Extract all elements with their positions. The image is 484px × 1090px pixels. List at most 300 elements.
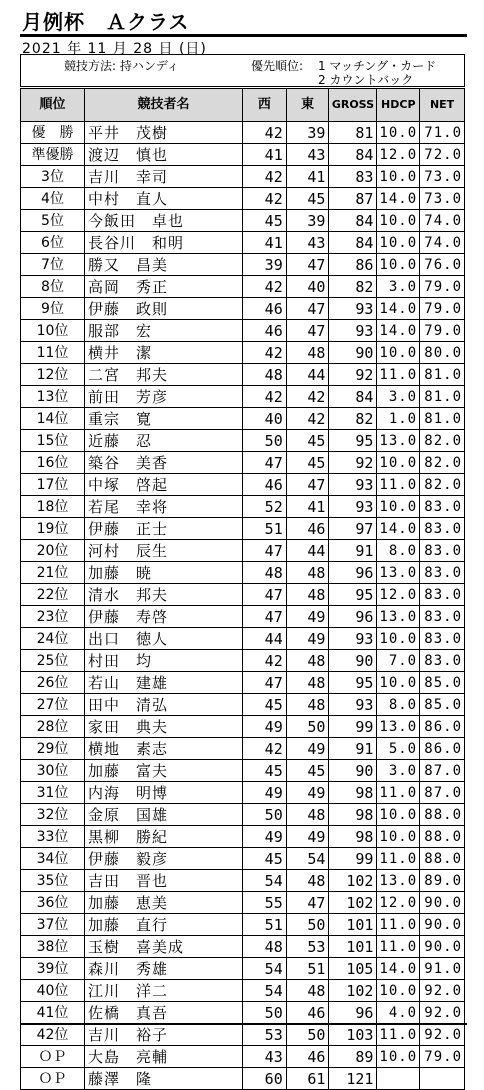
west-score-cell: 52 bbox=[242, 496, 286, 518]
east-score-cell: 40 bbox=[286, 276, 329, 298]
gross-score-cell: 82 bbox=[329, 408, 377, 430]
east-score-cell: 49 bbox=[286, 606, 329, 628]
west-score-cell: 49 bbox=[242, 782, 286, 804]
player-name-cell: 森川 秀雄 bbox=[85, 958, 243, 980]
west-score-cell: 41 bbox=[242, 144, 286, 166]
hdcp-cell: 11.0 bbox=[377, 364, 420, 386]
net-score-cell: 88.0 bbox=[420, 826, 465, 848]
competition-method: 競技方法: 持ハンディ bbox=[64, 59, 179, 73]
rank-cell: 4位 bbox=[21, 188, 85, 210]
east-score-cell: 39 bbox=[286, 122, 329, 144]
gross-score-cell: 105 bbox=[329, 958, 377, 980]
gross-score-cell: 90 bbox=[329, 650, 377, 672]
net-score-cell: 88.0 bbox=[420, 804, 465, 826]
net-score-cell: 71.0 bbox=[420, 122, 465, 144]
gross-score-cell: 96 bbox=[329, 1002, 377, 1024]
net-score-cell: 82.0 bbox=[420, 474, 465, 496]
west-score-cell: 45 bbox=[242, 848, 286, 870]
west-score-cell: 50 bbox=[242, 430, 286, 452]
rank-cell: 27位 bbox=[21, 694, 85, 716]
player-name-cell: 近藤 忍 bbox=[85, 430, 243, 452]
table-row bbox=[21, 892, 465, 914]
net-score-cell: 81.0 bbox=[420, 364, 465, 386]
table-row bbox=[21, 386, 465, 408]
west-score-cell: 45 bbox=[242, 694, 286, 716]
rank-cell: 35位 bbox=[21, 870, 85, 892]
col-header-east: 東 bbox=[286, 89, 329, 122]
net-score-cell: 87.0 bbox=[420, 760, 465, 782]
gross-score-cell: 90 bbox=[329, 760, 377, 782]
col-header-net: NET bbox=[420, 89, 465, 122]
gross-score-cell: 95 bbox=[329, 584, 377, 606]
table-row bbox=[21, 210, 465, 232]
rank-cell: 36位 bbox=[21, 892, 85, 914]
table-row bbox=[21, 518, 465, 540]
table-row bbox=[21, 650, 465, 672]
gross-score-cell: 91 bbox=[329, 540, 377, 562]
rank-cell: 7位 bbox=[21, 254, 85, 276]
player-name-cell: 大島 亮輔 bbox=[85, 1046, 243, 1068]
table-row bbox=[21, 980, 465, 1002]
priority-label: 優先順位: bbox=[251, 59, 304, 73]
table-row bbox=[21, 122, 465, 144]
table-row bbox=[21, 232, 465, 254]
hdcp-cell: 12.0 bbox=[377, 584, 420, 606]
results-table bbox=[20, 88, 465, 1090]
net-score-cell: 83.0 bbox=[420, 606, 465, 628]
rank-cell: 15位 bbox=[21, 430, 85, 452]
table-row bbox=[21, 364, 465, 386]
table-row bbox=[21, 716, 465, 738]
net-score-cell: 83.0 bbox=[420, 540, 465, 562]
west-score-cell: 51 bbox=[242, 518, 286, 540]
player-name-cell: 渡辺 慎也 bbox=[85, 144, 243, 166]
net-score-cell: 92.0 bbox=[420, 980, 465, 1002]
rank-cell: 30位 bbox=[21, 760, 85, 782]
rank-cell: 38位 bbox=[21, 936, 85, 958]
rank-cell: 40位 bbox=[21, 980, 85, 1002]
gross-score-cell: 98 bbox=[329, 782, 377, 804]
west-score-cell: 49 bbox=[242, 716, 286, 738]
east-score-cell: 51 bbox=[286, 958, 329, 980]
rank-cell: 22位 bbox=[21, 584, 85, 606]
net-score-cell: 90.0 bbox=[420, 914, 465, 936]
net-score-cell: 85.0 bbox=[420, 672, 465, 694]
table-row bbox=[21, 606, 465, 628]
rank-cell: 39位 bbox=[21, 958, 85, 980]
east-score-cell: 48 bbox=[286, 980, 329, 1002]
west-score-cell: 50 bbox=[242, 804, 286, 826]
west-score-cell: 42 bbox=[242, 276, 286, 298]
table-header-row bbox=[21, 89, 465, 122]
east-score-cell: 44 bbox=[286, 540, 329, 562]
net-score-cell: 79.0 bbox=[420, 320, 465, 342]
hdcp-cell: 14.0 bbox=[377, 958, 420, 980]
net-score-cell: 74.0 bbox=[420, 232, 465, 254]
gross-score-cell: 93 bbox=[329, 298, 377, 320]
gross-score-cell: 81 bbox=[329, 122, 377, 144]
hdcp-cell: 3.0 bbox=[377, 386, 420, 408]
gross-score-cell: 92 bbox=[329, 452, 377, 474]
col-header-player: 競技者名 bbox=[85, 89, 243, 122]
gross-score-cell: 91 bbox=[329, 738, 377, 760]
table-row bbox=[21, 584, 465, 606]
gross-score-cell: 96 bbox=[329, 606, 377, 628]
west-score-cell: 39 bbox=[242, 254, 286, 276]
hdcp-cell: 10.0 bbox=[377, 826, 420, 848]
rank-cell: 23位 bbox=[21, 606, 85, 628]
rank-cell: 6位 bbox=[21, 232, 85, 254]
east-score-cell: 49 bbox=[286, 628, 329, 650]
rank-cell: ＯＰ bbox=[21, 1068, 85, 1090]
table-row bbox=[21, 804, 465, 826]
rank-cell: 14位 bbox=[21, 408, 85, 430]
rank-cell: 3位 bbox=[21, 166, 85, 188]
net-score-cell: 79.0 bbox=[420, 276, 465, 298]
net-score-cell: 83.0 bbox=[420, 562, 465, 584]
player-name-cell: 加藤 恵美 bbox=[85, 892, 243, 914]
east-score-cell: 45 bbox=[286, 452, 329, 474]
east-score-cell: 44 bbox=[286, 364, 329, 386]
player-name-cell: 高岡 秀正 bbox=[85, 276, 243, 298]
hdcp-cell: 14.0 bbox=[377, 320, 420, 342]
hdcp-cell: 14.0 bbox=[377, 298, 420, 320]
west-score-cell: 42 bbox=[242, 650, 286, 672]
west-score-cell: 50 bbox=[242, 1002, 286, 1024]
west-score-cell: 49 bbox=[242, 826, 286, 848]
gross-score-cell: 93 bbox=[329, 496, 377, 518]
hdcp-cell: 11.0 bbox=[377, 848, 420, 870]
player-name-cell: 吉川 幸司 bbox=[85, 166, 243, 188]
table-row bbox=[21, 276, 465, 298]
table-row bbox=[21, 166, 465, 188]
hdcp-cell: 10.0 bbox=[377, 496, 420, 518]
priority-rule-1: 1 マッチング・カード bbox=[318, 59, 437, 73]
player-name-cell: 村田 均 bbox=[85, 650, 243, 672]
rank-cell: 26位 bbox=[21, 672, 85, 694]
hdcp-cell: 1.0 bbox=[377, 408, 420, 430]
net-score-cell: 90.0 bbox=[420, 936, 465, 958]
rank-cell: 29位 bbox=[21, 738, 85, 760]
player-name-cell: 平井 茂樹 bbox=[85, 122, 243, 144]
west-score-cell: 42 bbox=[242, 188, 286, 210]
rank-cell: 34位 bbox=[21, 848, 85, 870]
east-score-cell: 48 bbox=[286, 804, 329, 826]
player-name-cell: 中塚 啓起 bbox=[85, 474, 243, 496]
east-score-cell: 45 bbox=[286, 430, 329, 452]
hdcp-cell: 11.0 bbox=[377, 782, 420, 804]
net-score-cell: 80.0 bbox=[420, 342, 465, 364]
rank-cell: 9位 bbox=[21, 298, 85, 320]
gross-score-cell: 95 bbox=[329, 430, 377, 452]
table-row bbox=[21, 672, 465, 694]
east-score-cell: 46 bbox=[286, 1046, 329, 1068]
rank-cell: 25位 bbox=[21, 650, 85, 672]
east-score-cell: 41 bbox=[286, 166, 329, 188]
gross-score-cell: 83 bbox=[329, 166, 377, 188]
east-score-cell: 46 bbox=[286, 518, 329, 540]
west-score-cell: 48 bbox=[242, 562, 286, 584]
table-row bbox=[21, 188, 465, 210]
gross-score-cell: 89 bbox=[329, 1046, 377, 1068]
net-score-cell: 81.0 bbox=[420, 408, 465, 430]
east-score-cell: 48 bbox=[286, 584, 329, 606]
east-score-cell: 54 bbox=[286, 848, 329, 870]
player-name-cell: 長谷川 和明 bbox=[85, 232, 243, 254]
hdcp-cell: 10.0 bbox=[377, 1046, 420, 1068]
table-row bbox=[21, 474, 465, 496]
west-score-cell: 46 bbox=[242, 474, 286, 496]
player-name-cell: 加藤 直行 bbox=[85, 914, 243, 936]
east-score-cell: 61 bbox=[286, 1068, 329, 1090]
table-row bbox=[21, 1002, 465, 1024]
rank-cell: 21位 bbox=[21, 562, 85, 584]
net-score-cell: 76.0 bbox=[420, 254, 465, 276]
gross-score-cell: 87 bbox=[329, 188, 377, 210]
east-score-cell: 49 bbox=[286, 826, 329, 848]
priority-rule-2: 2 カウントバック bbox=[318, 73, 414, 87]
net-score-cell: 82.0 bbox=[420, 430, 465, 452]
hdcp-cell: 10.0 bbox=[377, 210, 420, 232]
player-name-cell: 河村 辰生 bbox=[85, 540, 243, 562]
east-score-cell: 47 bbox=[286, 320, 329, 342]
player-name-cell: 今飯田 卓也 bbox=[85, 210, 243, 232]
net-score-cell: 91.0 bbox=[420, 958, 465, 980]
hdcp-cell: 10.0 bbox=[377, 342, 420, 364]
page-title: 月例杯 Ａクラス bbox=[22, 10, 190, 34]
east-score-cell: 50 bbox=[286, 716, 329, 738]
player-name-cell: 金原 国雄 bbox=[85, 804, 243, 826]
east-score-cell: 47 bbox=[286, 254, 329, 276]
col-header-west: 西 bbox=[242, 89, 286, 122]
player-name-cell: 江川 洋二 bbox=[85, 980, 243, 1002]
west-score-cell: 40 bbox=[242, 408, 286, 430]
table-row bbox=[21, 1068, 465, 1090]
east-score-cell: 45 bbox=[286, 760, 329, 782]
east-score-cell: 39 bbox=[286, 210, 329, 232]
player-name-cell: 若尾 幸将 bbox=[85, 496, 243, 518]
col-header-rank: 順位 bbox=[21, 89, 85, 122]
player-name-cell: 重宗 寛 bbox=[85, 408, 243, 430]
west-score-cell: 42 bbox=[242, 738, 286, 760]
hdcp-cell: 3.0 bbox=[377, 276, 420, 298]
west-score-cell: 60 bbox=[242, 1068, 286, 1090]
table-row bbox=[21, 694, 465, 716]
net-score-cell: 88.0 bbox=[420, 848, 465, 870]
hdcp-cell: 10.0 bbox=[377, 122, 420, 144]
gross-score-cell: 90 bbox=[329, 342, 377, 364]
rank-cell: 17位 bbox=[21, 474, 85, 496]
net-score-cell: 72.0 bbox=[420, 144, 465, 166]
table-row bbox=[21, 760, 465, 782]
hdcp-cell: 14.0 bbox=[377, 518, 420, 540]
gross-score-cell: 99 bbox=[329, 848, 377, 870]
west-score-cell: 54 bbox=[242, 870, 286, 892]
player-name-cell: 吉川 裕子 bbox=[85, 1024, 243, 1046]
player-name-cell: 伊藤 寿啓 bbox=[85, 606, 243, 628]
west-score-cell: 45 bbox=[242, 210, 286, 232]
player-name-cell: 二宮 邦夫 bbox=[85, 364, 243, 386]
west-score-cell: 42 bbox=[242, 342, 286, 364]
table-row bbox=[21, 408, 465, 430]
east-score-cell: 50 bbox=[286, 1024, 329, 1046]
rank-cell: 19位 bbox=[21, 518, 85, 540]
net-score-cell: 79.0 bbox=[420, 1046, 465, 1068]
player-name-cell: 佐橋 真吾 bbox=[85, 1002, 243, 1024]
hdcp-cell: 10.0 bbox=[377, 628, 420, 650]
hdcp-cell: 13.0 bbox=[377, 716, 420, 738]
west-score-cell: 47 bbox=[242, 584, 286, 606]
hdcp-cell: 12.0 bbox=[377, 892, 420, 914]
player-name-cell: 横地 素志 bbox=[85, 738, 243, 760]
east-score-cell: 47 bbox=[286, 298, 329, 320]
rank-cell: 41位 bbox=[21, 1002, 85, 1024]
gross-score-cell: 84 bbox=[329, 144, 377, 166]
hdcp-cell: 13.0 bbox=[377, 562, 420, 584]
gross-score-cell: 121 bbox=[329, 1068, 377, 1090]
rank-cell: 準優勝 bbox=[21, 144, 85, 166]
west-score-cell: 54 bbox=[242, 980, 286, 1002]
west-score-cell: 47 bbox=[242, 672, 286, 694]
player-name-cell: 伊藤 毅彦 bbox=[85, 848, 243, 870]
net-score-cell: 87.0 bbox=[420, 782, 465, 804]
east-score-cell: 50 bbox=[286, 914, 329, 936]
rank-cell: 12位 bbox=[21, 364, 85, 386]
table-row bbox=[21, 914, 465, 936]
east-score-cell: 48 bbox=[286, 650, 329, 672]
hdcp-cell: 3.0 bbox=[377, 760, 420, 782]
hdcp-cell bbox=[377, 1068, 420, 1090]
west-score-cell: 42 bbox=[242, 122, 286, 144]
west-score-cell: 48 bbox=[242, 364, 286, 386]
gross-score-cell: 82 bbox=[329, 276, 377, 298]
east-score-cell: 48 bbox=[286, 342, 329, 364]
table-row bbox=[21, 848, 465, 870]
gross-score-cell: 93 bbox=[329, 628, 377, 650]
east-score-cell: 48 bbox=[286, 672, 329, 694]
rank-cell: ＯＰ bbox=[21, 1046, 85, 1068]
gross-score-cell: 96 bbox=[329, 562, 377, 584]
table-row bbox=[21, 782, 465, 804]
gross-score-cell: 84 bbox=[329, 210, 377, 232]
east-score-cell: 46 bbox=[286, 1002, 329, 1024]
west-score-cell: 46 bbox=[242, 320, 286, 342]
col-header-gross: GROSS bbox=[329, 89, 377, 122]
hdcp-cell: 11.0 bbox=[377, 474, 420, 496]
rank-cell: 優 勝 bbox=[21, 122, 85, 144]
rank-cell: 33位 bbox=[21, 826, 85, 848]
east-score-cell: 43 bbox=[286, 144, 329, 166]
net-score-cell: 79.0 bbox=[420, 298, 465, 320]
gross-score-cell: 98 bbox=[329, 804, 377, 826]
player-name-cell: 勝又 昌美 bbox=[85, 254, 243, 276]
rank-cell: 37位 bbox=[21, 914, 85, 936]
title-underline bbox=[20, 34, 467, 37]
gross-score-cell: 93 bbox=[329, 694, 377, 716]
player-name-cell: 伊藤 正士 bbox=[85, 518, 243, 540]
player-name-cell: 伊藤 政則 bbox=[85, 298, 243, 320]
gross-score-cell: 95 bbox=[329, 672, 377, 694]
west-score-cell: 42 bbox=[242, 166, 286, 188]
hdcp-cell: 10.0 bbox=[377, 452, 420, 474]
east-score-cell: 53 bbox=[286, 936, 329, 958]
west-score-cell: 41 bbox=[242, 232, 286, 254]
table-row bbox=[21, 496, 465, 518]
bottom-rule bbox=[20, 1023, 467, 1025]
table-row bbox=[21, 254, 465, 276]
net-score-cell: 83.0 bbox=[420, 628, 465, 650]
table-row bbox=[21, 320, 465, 342]
east-score-cell: 41 bbox=[286, 496, 329, 518]
player-name-cell: 吉田 晋也 bbox=[85, 870, 243, 892]
gross-score-cell: 101 bbox=[329, 936, 377, 958]
hdcp-cell: 10.0 bbox=[377, 254, 420, 276]
player-name-cell: 内海 明博 bbox=[85, 782, 243, 804]
table-row bbox=[21, 452, 465, 474]
rank-cell: 8位 bbox=[21, 276, 85, 298]
hdcp-cell: 13.0 bbox=[377, 430, 420, 452]
east-score-cell: 47 bbox=[286, 892, 329, 914]
col-header-hdcp: HDCP bbox=[377, 89, 420, 122]
rank-cell: 16位 bbox=[21, 452, 85, 474]
net-score-cell: 92.0 bbox=[420, 1002, 465, 1024]
net-score-cell: 83.0 bbox=[420, 496, 465, 518]
table-row bbox=[21, 342, 465, 364]
rank-cell: 24位 bbox=[21, 628, 85, 650]
hdcp-cell: 13.0 bbox=[377, 870, 420, 892]
hdcp-cell: 8.0 bbox=[377, 694, 420, 716]
player-name-cell: 若山 建雄 bbox=[85, 672, 243, 694]
net-score-cell: 74.0 bbox=[420, 210, 465, 232]
player-name-cell: 清水 邦夫 bbox=[85, 584, 243, 606]
east-score-cell: 49 bbox=[286, 782, 329, 804]
east-score-cell: 43 bbox=[286, 232, 329, 254]
west-score-cell: 48 bbox=[242, 936, 286, 958]
hdcp-cell: 7.0 bbox=[377, 650, 420, 672]
east-score-cell: 47 bbox=[286, 474, 329, 496]
table-row bbox=[21, 1024, 465, 1046]
table-row bbox=[21, 826, 465, 848]
player-name-cell: 玉樹 喜美成 bbox=[85, 936, 243, 958]
west-score-cell: 54 bbox=[242, 958, 286, 980]
player-name-cell: 中村 直人 bbox=[85, 188, 243, 210]
rank-cell: 5位 bbox=[21, 210, 85, 232]
net-score-cell: 83.0 bbox=[420, 518, 465, 540]
hdcp-cell: 4.0 bbox=[377, 1002, 420, 1024]
player-name-cell: 築谷 美香 bbox=[85, 452, 243, 474]
player-name-cell: 服部 宏 bbox=[85, 320, 243, 342]
table-row bbox=[21, 540, 465, 562]
table-row bbox=[21, 562, 465, 584]
west-score-cell: 44 bbox=[242, 628, 286, 650]
west-score-cell: 46 bbox=[242, 298, 286, 320]
table-row bbox=[21, 430, 465, 452]
player-name-cell: 横井 潔 bbox=[85, 342, 243, 364]
hdcp-cell: 12.0 bbox=[377, 144, 420, 166]
net-score-cell: 89.0 bbox=[420, 870, 465, 892]
west-score-cell: 45 bbox=[242, 760, 286, 782]
east-score-cell: 45 bbox=[286, 188, 329, 210]
player-name-cell: 黒柳 勝紀 bbox=[85, 826, 243, 848]
west-score-cell: 55 bbox=[242, 892, 286, 914]
table-row bbox=[21, 936, 465, 958]
rank-cell: 13位 bbox=[21, 386, 85, 408]
hdcp-cell: 11.0 bbox=[377, 1024, 420, 1046]
hdcp-cell: 10.0 bbox=[377, 672, 420, 694]
gross-score-cell: 103 bbox=[329, 1024, 377, 1046]
net-score-cell: 90.0 bbox=[420, 892, 465, 914]
player-name-cell: 出口 徳人 bbox=[85, 628, 243, 650]
